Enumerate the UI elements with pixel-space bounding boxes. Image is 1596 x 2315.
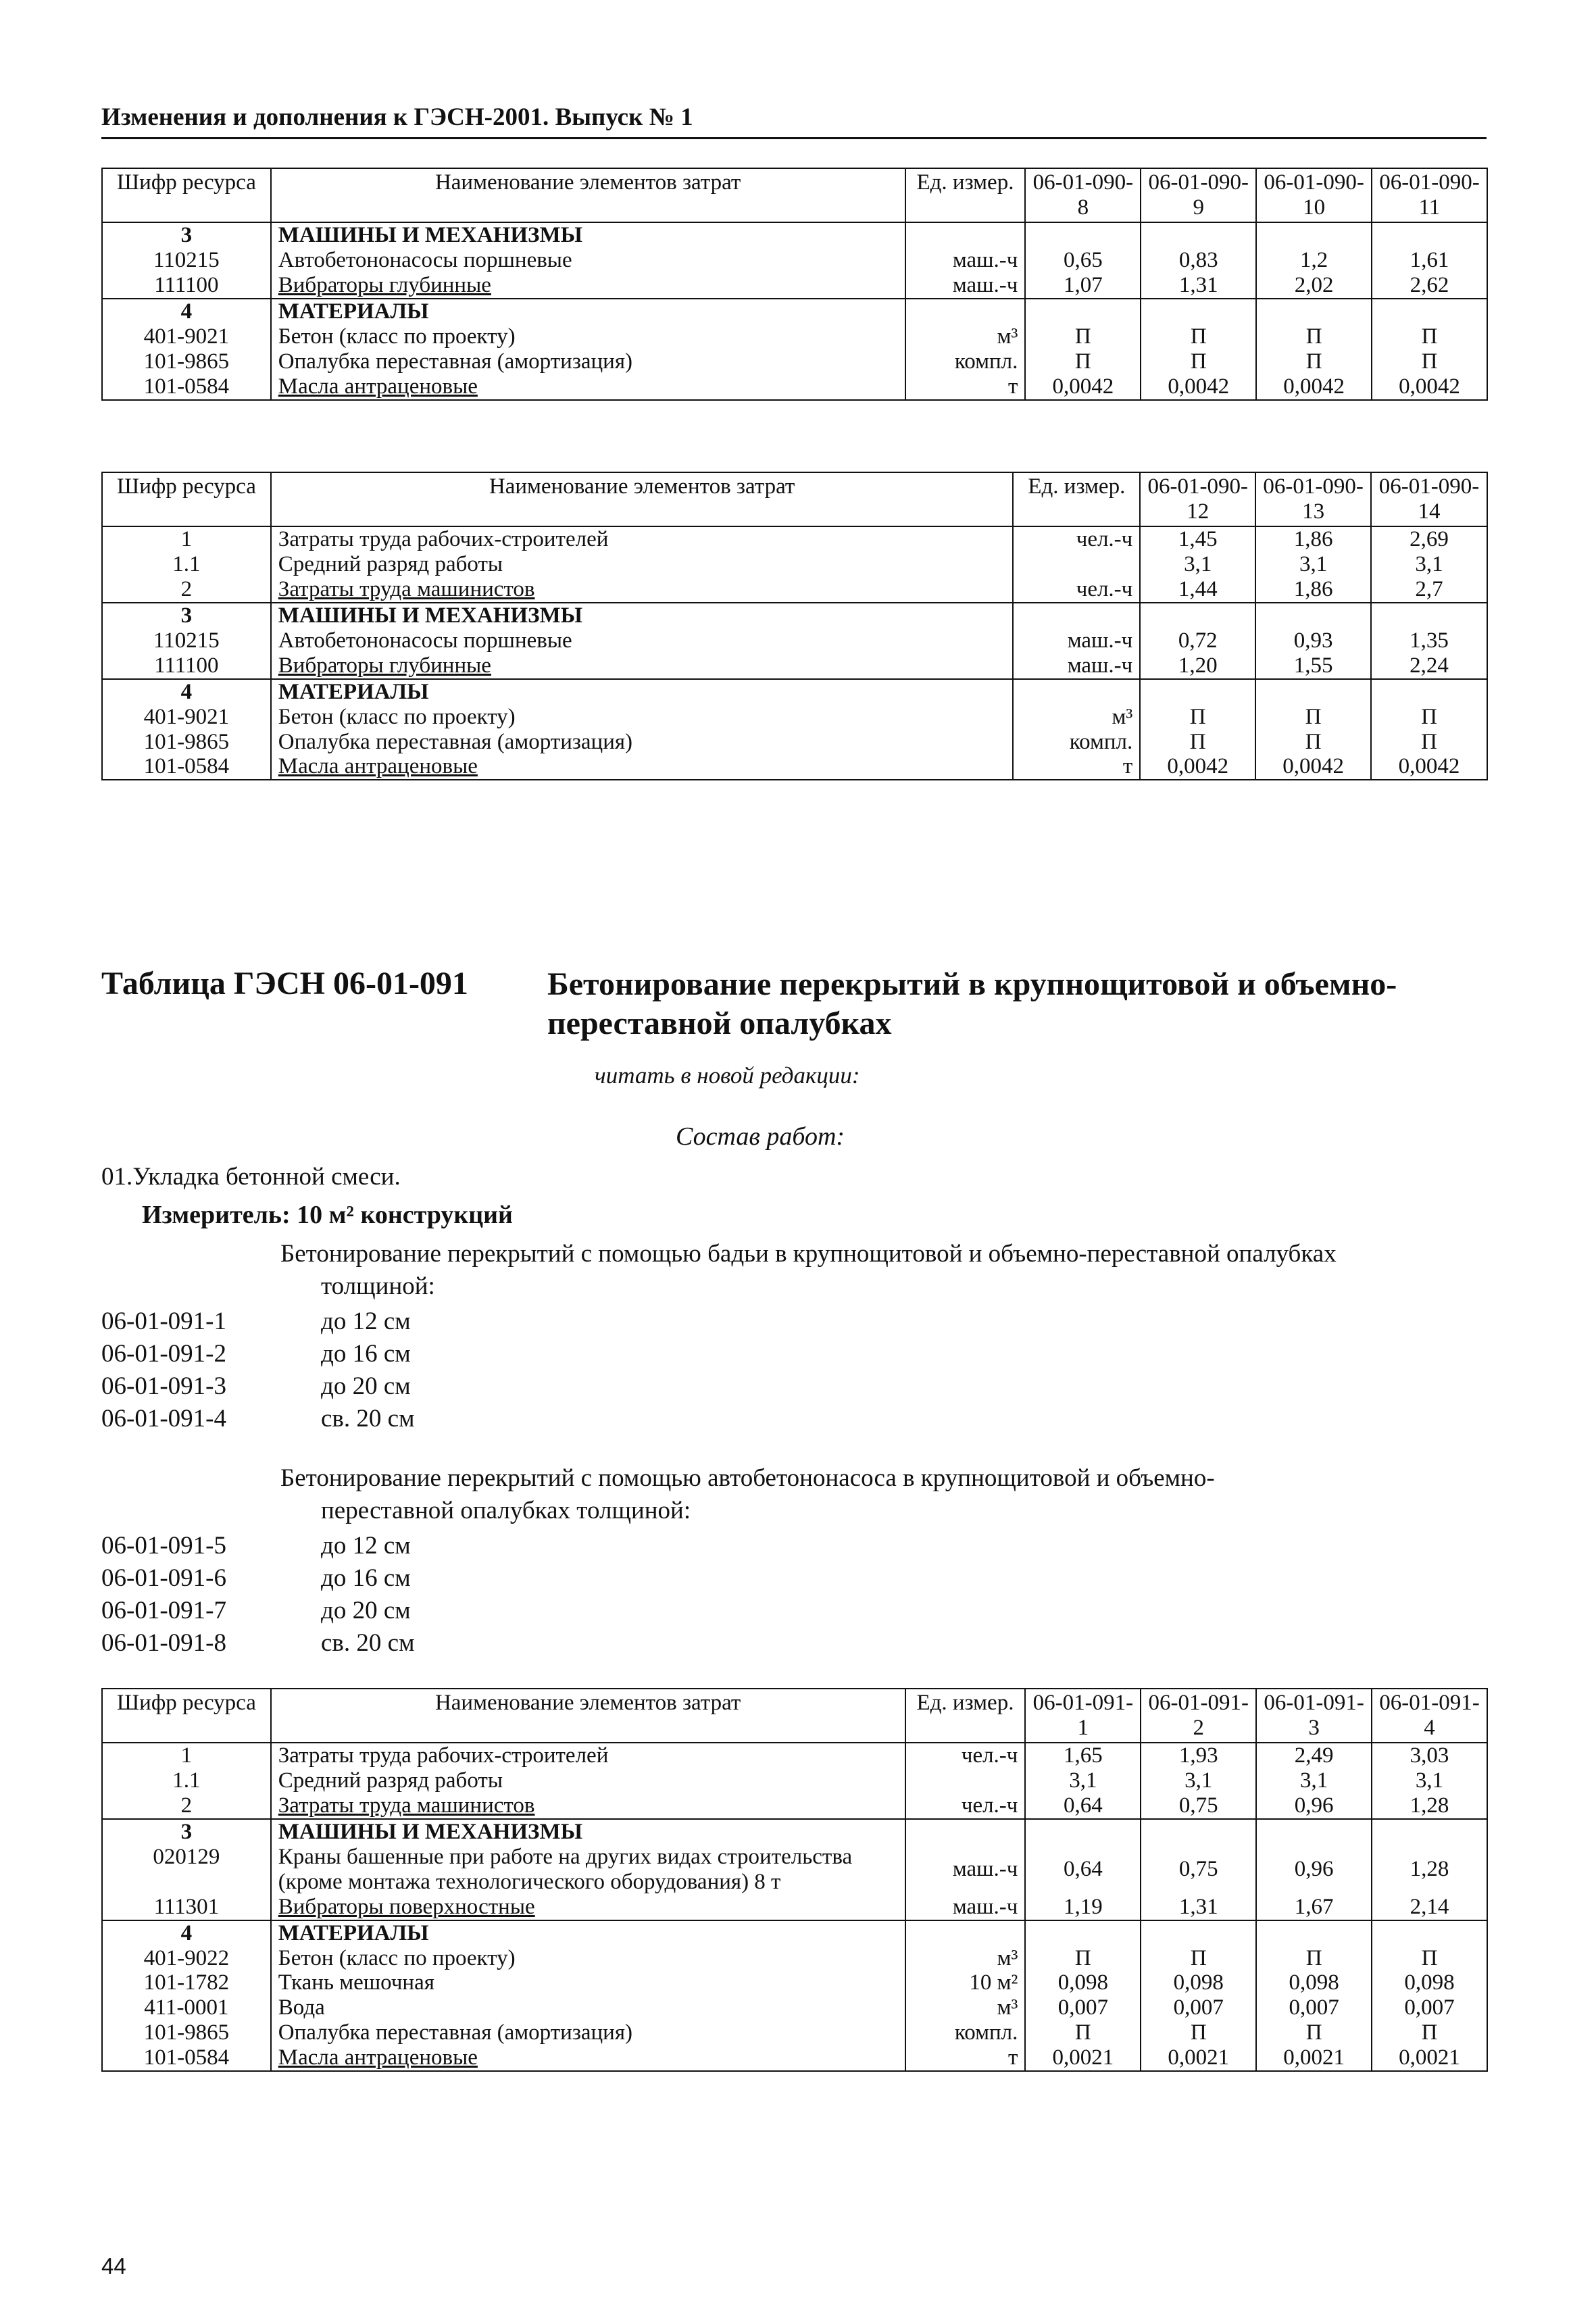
value-cell: П xyxy=(1255,705,1371,730)
norm-list-item xyxy=(101,1403,414,1435)
resource-code: 1.1 xyxy=(102,552,271,577)
resource-code: 2 xyxy=(102,577,271,603)
resource-code: 101-9865 xyxy=(102,2020,271,2045)
unit-cell: м³ xyxy=(905,324,1026,349)
value-cell xyxy=(1141,1819,1256,1845)
value-cell: 1,07 xyxy=(1025,273,1141,299)
norm-code: 06-01-091-2 xyxy=(101,1340,226,1368)
norm-list-item xyxy=(101,1530,414,1562)
resource-name: МАШИНЫ И МЕХАНИЗМЫ xyxy=(271,1819,905,1845)
resource-name: Масла антраценовые xyxy=(271,2045,905,2071)
unit-cell: м³ xyxy=(905,1946,1026,1971)
resource-name: Краны башенные при работе на других видах строительства (кроме монтажа технологического оборудования) 8 т xyxy=(271,1845,905,1895)
table-row xyxy=(102,349,1487,374)
value-cell: 1,45 xyxy=(1140,526,1255,552)
column-header-code: Шифр ресурса xyxy=(102,472,271,526)
unit-cell xyxy=(905,1920,1026,1946)
meter-heading: Измеритель: 10 м² конструкций xyxy=(142,1201,513,1229)
value-cell: 0,098 xyxy=(1372,1970,1487,1995)
unit-cell xyxy=(905,299,1026,324)
description-line: толщиной: xyxy=(321,1272,435,1301)
resource-code: 4 xyxy=(102,679,271,705)
running-header: Изменения и дополнения к ГЭСН-2001. Выпуск № 1 xyxy=(101,103,1487,139)
value-cell: 1,86 xyxy=(1255,577,1371,603)
resource-table-090-8-11 xyxy=(101,168,1488,401)
value-cell: 0,72 xyxy=(1140,628,1255,653)
unit-cell: маш.-ч xyxy=(1013,653,1140,679)
table-row xyxy=(102,1743,1487,1768)
value-cell: 1,20 xyxy=(1140,653,1255,679)
resource-name: Бетон (класс по проекту) xyxy=(271,324,905,349)
norm-list-item xyxy=(101,1627,414,1660)
value-cell: 0,96 xyxy=(1256,1845,1372,1895)
table-row xyxy=(102,552,1487,577)
norm-list-pump xyxy=(101,1530,414,1660)
norm-code: 06-01-091-4 xyxy=(101,1405,226,1433)
resource-code: 4 xyxy=(102,299,271,324)
value-cell xyxy=(1256,1920,1372,1946)
value-cell: 0,0042 xyxy=(1141,374,1256,400)
value-cell: 0,0021 xyxy=(1141,2045,1256,2071)
value-cell xyxy=(1256,1819,1372,1845)
norm-label: до 20 см xyxy=(321,1372,411,1401)
norm-code: 06-01-091-1 xyxy=(101,1308,226,1335)
resource-code: 3 xyxy=(102,222,271,248)
group-row xyxy=(102,299,1487,324)
value-cell: 0,0021 xyxy=(1372,2045,1487,2071)
resource-code: 101-0584 xyxy=(102,374,271,400)
resource-name: Масла антраценовые xyxy=(271,754,1014,780)
unit-cell xyxy=(1013,603,1140,628)
table-row xyxy=(102,248,1487,273)
value-cell: П xyxy=(1256,349,1372,374)
table-row xyxy=(102,1793,1487,1819)
resource-code: 401-9021 xyxy=(102,705,271,730)
resource-name: Ткань мешочная xyxy=(271,1970,905,1995)
value-cell xyxy=(1372,222,1487,248)
group-row xyxy=(102,222,1487,248)
table-row xyxy=(102,1895,1487,1920)
value-cell: 3,1 xyxy=(1371,552,1487,577)
norm-label: до 12 см xyxy=(321,1532,411,1560)
value-cell xyxy=(1025,299,1141,324)
unit-cell: чел.-ч xyxy=(1013,577,1140,603)
value-cell: П xyxy=(1371,730,1487,755)
unit-cell: чел.-ч xyxy=(1013,526,1140,552)
resource-name: МАШИНЫ И МЕХАНИЗМЫ xyxy=(271,603,1014,628)
description-line: Бетонирование перекрытий с помощью бадьи в крупнощитовой и объемно-переставной опалубках xyxy=(280,1240,1337,1268)
value-cell: 1,31 xyxy=(1141,273,1256,299)
value-cell: 0,007 xyxy=(1141,1995,1256,2020)
norm-label: до 12 см xyxy=(321,1308,411,1335)
value-cell: 0,65 xyxy=(1025,248,1141,273)
value-cell xyxy=(1372,1819,1487,1845)
value-cell: 0,0042 xyxy=(1255,754,1371,780)
resource-name: Опалубка переставная (амортизация) xyxy=(271,2020,905,2045)
resource-name: Вода xyxy=(271,1995,905,2020)
resource-name: Масла антраценовые xyxy=(271,374,905,400)
value-cell: 2,62 xyxy=(1372,273,1487,299)
value-cell xyxy=(1371,603,1487,628)
value-cell: 1,61 xyxy=(1372,248,1487,273)
page-number: 44 xyxy=(101,2254,126,2279)
value-cell xyxy=(1025,222,1141,248)
value-cell: 0,83 xyxy=(1141,248,1256,273)
resource-name: Бетон (класс по проекту) xyxy=(271,1946,905,1971)
value-cell: 1,2 xyxy=(1256,248,1372,273)
norm-code: 06-01-091-8 xyxy=(101,1629,226,1658)
edition-note: читать в новой редакции: xyxy=(595,1062,860,1089)
column-header-norm: 06-01-091-4 xyxy=(1372,1689,1487,1743)
value-cell: П xyxy=(1141,1946,1256,1971)
value-cell xyxy=(1141,1920,1256,1946)
value-cell: 0,007 xyxy=(1025,1995,1141,2020)
column-header-norm: 06-01-090-8 xyxy=(1025,168,1141,222)
resource-name: Опалубка переставная (амортизация) xyxy=(271,349,905,374)
value-cell xyxy=(1372,1920,1487,1946)
resource-code: 111301 xyxy=(102,1895,271,1920)
column-header-norm: 06-01-090-13 xyxy=(1255,472,1371,526)
resource-code: 3 xyxy=(102,603,271,628)
resource-code: 101-1782 xyxy=(102,1970,271,1995)
value-cell: 0,007 xyxy=(1372,1995,1487,2020)
description-bucket xyxy=(280,1238,1497,1303)
value-cell: 0,0042 xyxy=(1372,374,1487,400)
value-cell xyxy=(1141,299,1256,324)
unit-cell: м³ xyxy=(905,1995,1026,2020)
value-cell: 1,65 xyxy=(1025,1743,1141,1768)
value-cell xyxy=(1141,222,1256,248)
value-cell: П xyxy=(1141,324,1256,349)
table-row xyxy=(102,730,1487,755)
column-header-code: Шифр ресурса xyxy=(102,168,271,222)
unit-cell: 10 м² xyxy=(905,1970,1026,1995)
resource-name: Автобетононасосы поршневые xyxy=(271,248,905,273)
column-header-norm: 06-01-090-11 xyxy=(1372,168,1487,222)
table-row xyxy=(102,324,1487,349)
value-cell xyxy=(1372,299,1487,324)
resource-code: 4 xyxy=(102,1920,271,1946)
unit-cell: маш.-ч xyxy=(905,273,1026,299)
value-cell: 1,19 xyxy=(1025,1895,1141,1920)
norm-code: 06-01-091-5 xyxy=(101,1532,226,1560)
resource-name: Затраты труда машинистов xyxy=(271,1793,905,1819)
value-cell: 3,1 xyxy=(1140,552,1255,577)
value-cell: 3,1 xyxy=(1255,552,1371,577)
resource-table-091-1-4 xyxy=(101,1688,1488,2072)
unit-cell: маш.-ч xyxy=(905,1895,1026,1920)
description-line: переставной опалубках толщиной: xyxy=(321,1497,691,1525)
norm-list-item xyxy=(101,1595,414,1627)
table-row xyxy=(102,526,1487,552)
unit-cell: чел.-ч xyxy=(905,1793,1026,1819)
table-row xyxy=(102,1845,1487,1895)
resource-code: 111100 xyxy=(102,653,271,679)
resource-code: 101-0584 xyxy=(102,2045,271,2071)
resource-code: 101-0584 xyxy=(102,754,271,780)
value-cell: 1,35 xyxy=(1371,628,1487,653)
column-header-name: Наименование элементов затрат xyxy=(271,168,905,222)
value-cell: 3,03 xyxy=(1372,1743,1487,1768)
value-cell: 2,02 xyxy=(1256,273,1372,299)
resource-name: Затраты труда машинистов xyxy=(271,577,1014,603)
table-header-row xyxy=(102,1689,1487,1743)
norm-label: до 20 см xyxy=(321,1597,411,1625)
value-cell: П xyxy=(1141,2020,1256,2045)
resource-name: Затраты труда рабочих-строителей xyxy=(271,1743,905,1768)
value-cell: 0,0042 xyxy=(1140,754,1255,780)
table-row xyxy=(102,653,1487,679)
value-cell: 1,55 xyxy=(1255,653,1371,679)
norm-list-item xyxy=(101,1562,414,1595)
resource-code: 110215 xyxy=(102,248,271,273)
value-cell xyxy=(1256,299,1372,324)
table-row xyxy=(102,1970,1487,1995)
resource-name: Вибраторы глубинные xyxy=(271,653,1014,679)
column-header-name: Наименование элементов затрат xyxy=(271,1689,905,1743)
resource-code: 1.1 xyxy=(102,1768,271,1793)
column-header-norm: 06-01-091-2 xyxy=(1141,1689,1256,1743)
resource-code: 3 xyxy=(102,1819,271,1845)
unit-cell xyxy=(905,1768,1026,1793)
work-item: 01.Укладка бетонной смеси. xyxy=(101,1163,401,1191)
unit-cell: т xyxy=(1013,754,1140,780)
unit-cell: маш.-ч xyxy=(1013,628,1140,653)
value-cell: 0,64 xyxy=(1025,1793,1141,1819)
description-pump xyxy=(280,1462,1497,1527)
resource-name: Средний разряд работы xyxy=(271,1768,905,1793)
value-cell: 0,64 xyxy=(1025,1845,1141,1895)
value-cell: 2,69 xyxy=(1371,526,1487,552)
value-cell: 0,96 xyxy=(1256,1793,1372,1819)
resource-code: 2 xyxy=(102,1793,271,1819)
resource-name: Затраты труда рабочих-строителей xyxy=(271,526,1014,552)
value-cell: 0,098 xyxy=(1025,1970,1141,1995)
resource-name: МАТЕРИАЛЫ xyxy=(271,1920,905,1946)
resource-code: 1 xyxy=(102,526,271,552)
resource-code: 101-9865 xyxy=(102,730,271,755)
value-cell: 3,1 xyxy=(1256,1768,1372,1793)
works-heading: Состав работ: xyxy=(676,1122,845,1151)
resource-name: Опалубка переставная (амортизация) xyxy=(271,730,1014,755)
value-cell: П xyxy=(1025,1946,1141,1971)
column-header-norm: 06-01-090-10 xyxy=(1256,168,1372,222)
column-header-norm: 06-01-090-9 xyxy=(1141,168,1256,222)
resource-code: 1 xyxy=(102,1743,271,1768)
table-row xyxy=(102,374,1487,400)
value-cell xyxy=(1371,679,1487,705)
value-cell: 1,28 xyxy=(1372,1793,1487,1819)
norm-code: 06-01-091-3 xyxy=(101,1372,226,1401)
norm-list-item xyxy=(101,1370,414,1403)
unit-cell: маш.-ч xyxy=(905,1845,1026,1895)
value-cell: П xyxy=(1025,2020,1141,2045)
column-header-name: Наименование элементов затрат xyxy=(271,472,1014,526)
value-cell: 1,86 xyxy=(1255,526,1371,552)
value-cell: 0,0021 xyxy=(1256,2045,1372,2071)
table-row xyxy=(102,273,1487,299)
value-cell: 3,1 xyxy=(1025,1768,1141,1793)
norm-list-bucket xyxy=(101,1305,414,1435)
norm-list-item xyxy=(101,1305,414,1338)
table-row xyxy=(102,1946,1487,1971)
value-cell: П xyxy=(1141,349,1256,374)
value-cell: 0,75 xyxy=(1141,1793,1256,1819)
value-cell xyxy=(1255,603,1371,628)
value-cell: 0,93 xyxy=(1255,628,1371,653)
value-cell: 1,44 xyxy=(1140,577,1255,603)
column-header-unit: Ед. измер. xyxy=(905,1689,1026,1743)
norm-code: 06-01-091-7 xyxy=(101,1597,226,1625)
value-cell: П xyxy=(1372,349,1487,374)
unit-cell: т xyxy=(905,374,1026,400)
value-cell: 2,24 xyxy=(1371,653,1487,679)
unit-cell: компл. xyxy=(905,349,1026,374)
table-row xyxy=(102,628,1487,653)
norm-label: до 16 см xyxy=(321,1564,411,1593)
group-row xyxy=(102,679,1487,705)
value-cell xyxy=(1140,679,1255,705)
resource-table-090-12-14 xyxy=(101,472,1488,780)
value-cell: 0,0042 xyxy=(1256,374,1372,400)
table-row xyxy=(102,577,1487,603)
norm-label: до 16 см xyxy=(321,1340,411,1368)
resource-code: 101-9865 xyxy=(102,349,271,374)
group-row xyxy=(102,1819,1487,1845)
value-cell: 1,28 xyxy=(1372,1845,1487,1895)
value-cell: 0,0042 xyxy=(1025,374,1141,400)
value-cell: П xyxy=(1371,705,1487,730)
value-cell: П xyxy=(1372,1946,1487,1971)
table-title: Бетонирование перекрытий в крупнощитовой и объемно-переставной опалубках xyxy=(547,966,1397,1041)
value-cell: 1,67 xyxy=(1256,1895,1372,1920)
table-header-row xyxy=(102,168,1487,222)
value-cell: 1,31 xyxy=(1141,1895,1256,1920)
norm-list-item xyxy=(101,1338,414,1370)
resource-name: МАТЕРИАЛЫ xyxy=(271,679,1014,705)
resource-code: 111100 xyxy=(102,273,271,299)
table-row xyxy=(102,2020,1487,2045)
value-cell: П xyxy=(1140,705,1255,730)
resource-code: 020129 xyxy=(102,1845,271,1895)
value-cell: 2,49 xyxy=(1256,1743,1372,1768)
unit-cell: компл. xyxy=(905,2020,1026,2045)
value-cell: П xyxy=(1255,730,1371,755)
value-cell: П xyxy=(1372,324,1487,349)
value-cell: П xyxy=(1256,324,1372,349)
unit-cell xyxy=(1013,552,1140,577)
norm-label: св. 20 см xyxy=(321,1629,415,1658)
resource-code: 411-0001 xyxy=(102,1995,271,2020)
norm-label: св. 20 см xyxy=(321,1405,415,1433)
value-cell: П xyxy=(1256,2020,1372,2045)
unit-cell: т xyxy=(905,2045,1026,2071)
value-cell: 1,93 xyxy=(1141,1743,1256,1768)
unit-cell xyxy=(905,1819,1026,1845)
unit-cell: маш.-ч xyxy=(905,248,1026,273)
unit-cell: чел.-ч xyxy=(905,1743,1026,1768)
value-cell xyxy=(1025,1920,1141,1946)
norm-code: 06-01-091-6 xyxy=(101,1564,226,1593)
value-cell: 0,0042 xyxy=(1371,754,1487,780)
value-cell: 2,14 xyxy=(1372,1895,1487,1920)
table-row xyxy=(102,1995,1487,2020)
group-row xyxy=(102,603,1487,628)
resource-name: Вибраторы поверхностные xyxy=(271,1895,905,1920)
value-cell xyxy=(1255,679,1371,705)
resource-name: Бетон (класс по проекту) xyxy=(271,705,1014,730)
unit-cell xyxy=(1013,679,1140,705)
value-cell: 3,1 xyxy=(1372,1768,1487,1793)
value-cell: П xyxy=(1372,2020,1487,2045)
value-cell: 0,75 xyxy=(1141,1845,1256,1895)
resource-name: МАТЕРИАЛЫ xyxy=(271,299,905,324)
column-header-norm: 06-01-091-1 xyxy=(1025,1689,1141,1743)
description-line: Бетонирование перекрытий с помощью автобетононасоса в крупнощитовой и объемно- xyxy=(280,1464,1215,1492)
column-header-code: Шифр ресурса xyxy=(102,1689,271,1743)
table-header-row xyxy=(102,472,1487,526)
column-header-unit: Ед. измер. xyxy=(1013,472,1140,526)
unit-cell xyxy=(905,222,1026,248)
value-cell xyxy=(1025,1819,1141,1845)
resource-name: Автобетононасосы поршневые xyxy=(271,628,1014,653)
table-row xyxy=(102,754,1487,780)
group-row xyxy=(102,1920,1487,1946)
value-cell: П xyxy=(1025,324,1141,349)
table-row xyxy=(102,2045,1487,2071)
table-row xyxy=(102,705,1487,730)
resource-code: 110215 xyxy=(102,628,271,653)
value-cell: П xyxy=(1256,1946,1372,1971)
value-cell: 0,098 xyxy=(1256,1970,1372,1995)
value-cell xyxy=(1256,222,1372,248)
resource-name: МАШИНЫ И МЕХАНИЗМЫ xyxy=(271,222,905,248)
resource-name: Вибраторы глубинные xyxy=(271,273,905,299)
resource-code: 401-9022 xyxy=(102,1946,271,1971)
table-code-heading: Таблица ГЭСН 06-01-091 xyxy=(101,966,468,1001)
value-cell xyxy=(1140,603,1255,628)
column-header-norm: 06-01-091-3 xyxy=(1256,1689,1372,1743)
column-header-norm: 06-01-090-14 xyxy=(1371,472,1487,526)
value-cell: 3,1 xyxy=(1141,1768,1256,1793)
value-cell: 2,7 xyxy=(1371,577,1487,603)
resource-code: 401-9021 xyxy=(102,324,271,349)
column-header-norm: 06-01-090-12 xyxy=(1140,472,1255,526)
value-cell: 0,0021 xyxy=(1025,2045,1141,2071)
value-cell: П xyxy=(1025,349,1141,374)
value-cell: П xyxy=(1140,730,1255,755)
resource-name: Средний разряд работы xyxy=(271,552,1014,577)
value-cell: 0,098 xyxy=(1141,1970,1256,1995)
table-row xyxy=(102,1768,1487,1793)
unit-cell: компл. xyxy=(1013,730,1140,755)
value-cell: 0,007 xyxy=(1256,1995,1372,2020)
unit-cell: м³ xyxy=(1013,705,1140,730)
column-header-unit: Ед. измер. xyxy=(905,168,1026,222)
